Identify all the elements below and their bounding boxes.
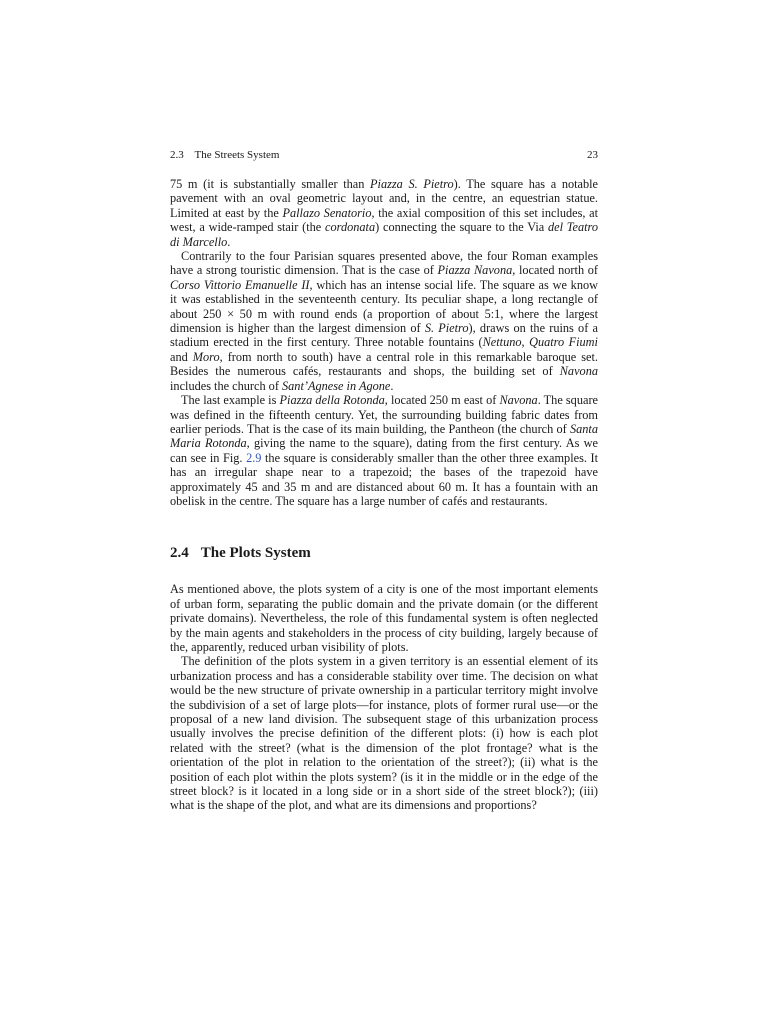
- paragraph-4: As mentioned above, the plots system of a city is one of the most important elements of urban form, separating the public domain and the private domain (or the different private domains). Nevertheless, the role of this fundamental system is often neglected by the main agents and stakeholders in the process of city building, largely because of the, apparently, reduced urban visibility of plots.: [170, 582, 598, 654]
- section-heading: [170, 544, 598, 562]
- figure-reference-link[interactable]: 2.9: [246, 450, 262, 465]
- book-page: [170, 148, 598, 813]
- section-number: 2.4: [170, 545, 189, 562]
- paragraph-1: 75 m (it is substantially smaller than Piazza S. Pietro). The square has a notable pavement with an oval geometric layout and, in the centre, an equestrian statue. Limited at east by the Pallazo Senatorio, the axial composition of this set includes, at west, a wide-ramped stair (the cordonata) connecting the square to the Via del Teatro di Marcello.: [170, 177, 599, 249]
- running-head-section-title: The Streets System: [194, 149, 280, 161]
- section-2-3-text: [170, 177, 598, 508]
- section-title: The Plots System: [200, 545, 311, 562]
- section-2-4-text: [170, 582, 598, 813]
- running-head-section: [170, 148, 279, 162]
- running-head-section-number: 2.3: [170, 149, 184, 161]
- running-head: [170, 148, 598, 162]
- paragraph-5: The definition of the plots system in a given territory is an essential element of its urbanization process and has a considerable stability over time. The decision on what would be the new structure of private ownership in a particular territory might involve the subdivision of a set of large plots—for instance, plots of former rural use—or the proposal of a new land division. The subsequent stage of this urbanization process usually involves the precise definition of the different plots: (i) how is each plot related with the street? (what is the dimension of the plot frontage? what is the orientation of the plot in relation to the orientation of the street?); (ii) what is the position of each plot within the plots system? (is it in the middle or in the edge of the street block? is it located in a long side or in a short side of the street block?); (iii) what is the shape of the plot, and what are its dimensions and proportions?: [170, 654, 598, 813]
- paragraph-2: Contrarily to the four Parisian squares presented above, the four Roman examples have a strong touristic dimension. That is the case of Piazza Navona, located north of Corso Vittorio Emanuelle II, which has an intense social life. The square as we know it was established in the seventeenth century. Its peculiar shape, a long rectangle of about 250 × 50 m with round ends (a proportion of about 5:1, where the largest dimension is higher than the largest dimension of S. Pietro), draws on the ruins of a stadium erected in the first century. Three notable fountains (Nettuno, Quatro Fiumi and Moro, from north to south) have a central role in this remarkable baroque set. Besides the numerous cafés, restaurants and shops, the building set of Navona includes the church of Sant’Agnese in Agone.: [170, 249, 598, 393]
- paragraph-3: The last example is Piazza della Rotonda, located 250 m east of Navona. The square was defined in the fifteenth century. Yet, the surrounding building fabric dates from earlier periods. That is the case of its main building, the Pantheon (the church of Santa Maria Rotonda, giving the name to the square), dating from the first century. As we can see in Fig. 2.9 the square is considerably smaller than the other three examples. It has an irregular shape near to a trapezoid; the bases of the trapezoid have approximately 45 and 35 m and are distanced about 60 m. It has a fountain with an obelisk in the centre. The square has a large number of cafés and restaurants.: [170, 393, 599, 508]
- page-number: 23: [587, 149, 598, 161]
